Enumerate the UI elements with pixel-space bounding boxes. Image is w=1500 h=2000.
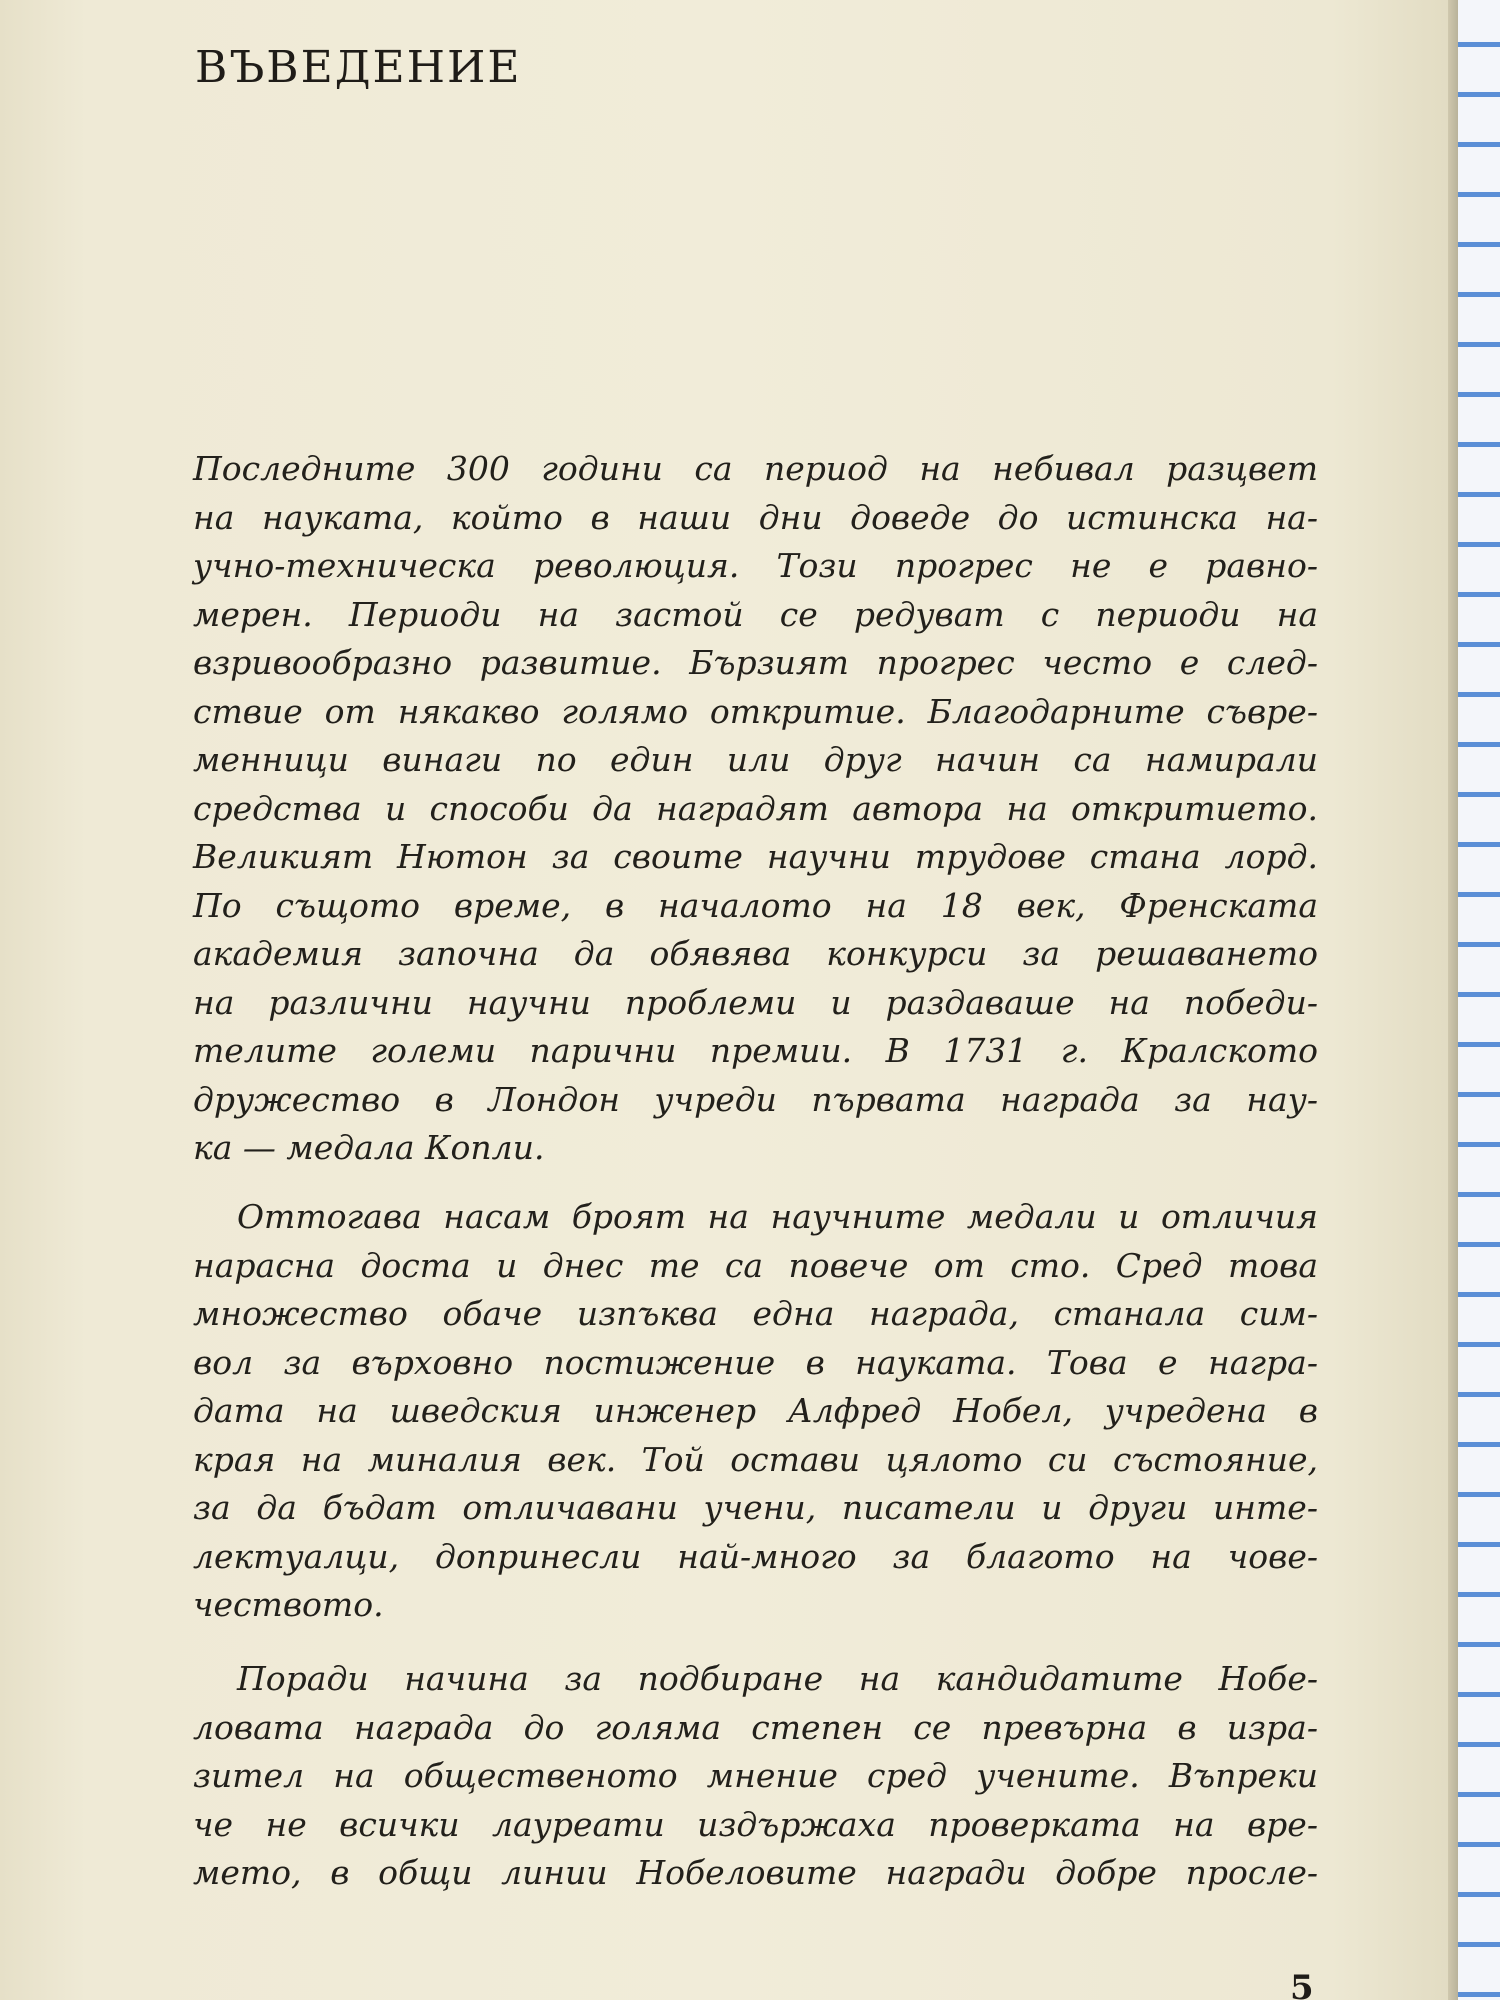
text-line: ловата награда до голяма степен се превърна в изра- — [193, 1707, 1318, 1747]
text-line: че не всички лауреати издържаха проверката на вре- — [193, 1804, 1318, 1844]
page-number: 5 — [1290, 1968, 1314, 2000]
text-line: дружество в Лондон учреди първата награда за нау- — [193, 1079, 1318, 1119]
chapter-heading: ВЪВЕДЕНИЕ — [195, 42, 522, 93]
text-line: По същото време, в началото на 18 век, Френската — [193, 885, 1318, 925]
text-line: на различни научни проблеми и раздаваше на победи- — [193, 982, 1318, 1022]
text-line: дата на шведския инженер Алфред Нобел, учредена в — [193, 1391, 1318, 1430]
text-line: на науката, който в наши дни доведе до истинска на- — [193, 497, 1318, 537]
text-line: за да бъдат отличавани учени, писатели и други инте- — [193, 1488, 1318, 1527]
text-line: взривообразно развитие. Бързият прогрес често е след- — [193, 643, 1318, 682]
text-line: края на миналия век. Той остави цялото си състояние, — [193, 1439, 1318, 1479]
paragraph-1 — [193, 445, 1318, 1173]
paragraph-3 — [193, 1655, 1318, 1898]
text-line: множество обаче изпъква една награда, станала сим- — [193, 1294, 1318, 1333]
lined-notebook-background — [1458, 0, 1500, 2000]
text-line: мерен. Периоди на застой се редуват с периоди на — [193, 594, 1318, 634]
text-line: ка — медала Копли. — [193, 1128, 545, 1167]
text-line: нарасна доста и днес те са повече от сто. Сред това — [193, 1245, 1318, 1285]
text-line: Великият Нютон за своите научни трудове стана лорд. — [193, 837, 1318, 876]
text-line: академия започна да обявява конкурси за решаването — [193, 934, 1318, 973]
text-line: зител на общественото мнение сред учените. Въпреки — [193, 1756, 1318, 1795]
text-line: Оттогава насам броят на научните медали и отличия — [237, 1197, 1318, 1236]
text-line: телите големи парични премии. В 1731 г. Кралското — [193, 1031, 1318, 1070]
text-line: мето, в общи линии Нобеловите награди добре просле- — [193, 1853, 1318, 1892]
text-line: менници винаги по един или друг начин са намирали — [193, 740, 1318, 779]
text-line: средства и способи да наградят автора на откритието. — [193, 788, 1318, 828]
paragraph-2 — [193, 1193, 1318, 1630]
text-line: ствие от някакво голямо откритие. Благодарните съвре- — [193, 691, 1318, 731]
text-line: чеството. — [193, 1585, 384, 1624]
text-line: Последните 300 години са период на небивал разцвет — [193, 449, 1318, 488]
text-line: Поради начина за подбиране на кандидатите Нобе- — [237, 1659, 1318, 1698]
text-line: лектуалци, допринесли най-много за благото на чове- — [193, 1536, 1318, 1576]
page-edge — [1448, 0, 1458, 2000]
text-line: вол за върховно постижение в науката. Това е награ- — [193, 1342, 1318, 1382]
text-line: учно-техническа революция. Този прогрес не е равно- — [193, 546, 1318, 585]
